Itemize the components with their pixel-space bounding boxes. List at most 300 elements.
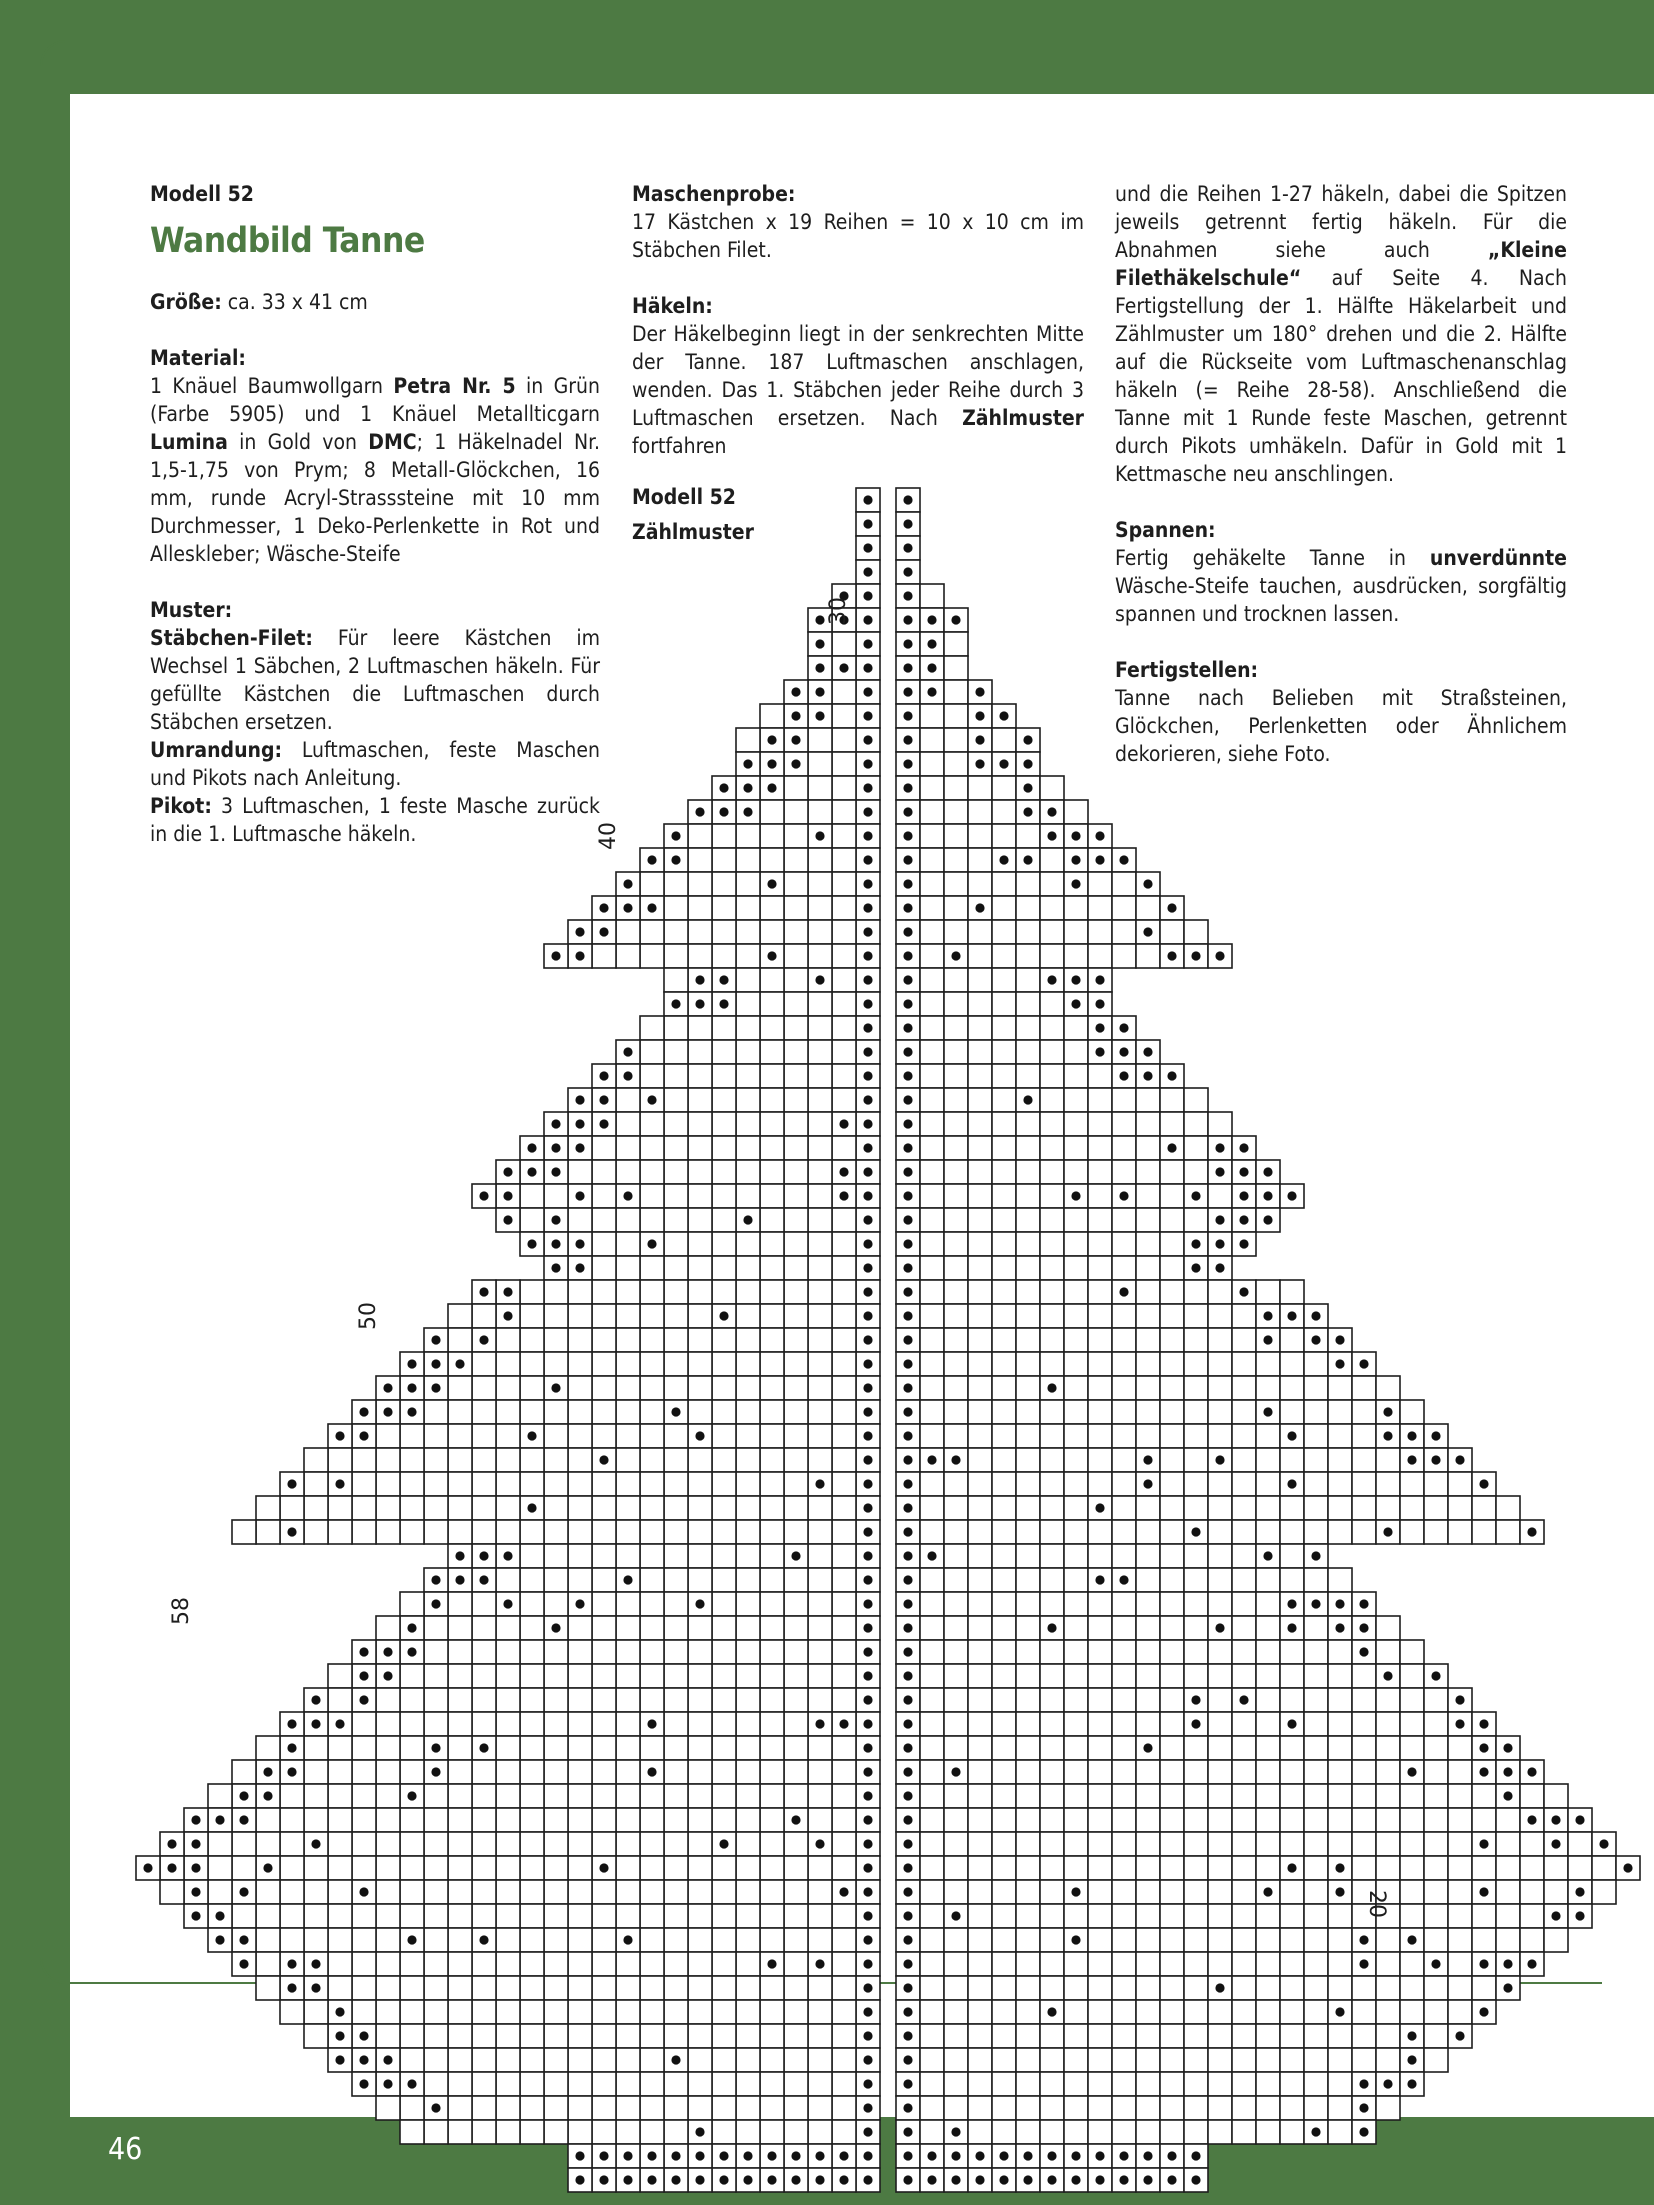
chart-cell (592, 1688, 616, 1712)
filled-mark (647, 1719, 656, 1728)
chart-cell (520, 1856, 544, 1880)
chart-cell (992, 1928, 1016, 1952)
chart-cell (1160, 1352, 1184, 1376)
chart-cell (1136, 1832, 1160, 1856)
chart-cell (1136, 2120, 1160, 2144)
chart-cell (944, 1352, 968, 1376)
filled-mark (407, 1935, 416, 1944)
chart-cell (688, 1856, 712, 1880)
chart-cell (944, 1112, 968, 1136)
filled-mark (167, 1839, 176, 1848)
filled-mark (863, 1623, 872, 1632)
chart-cell (832, 1400, 856, 1424)
filled-mark (1143, 2151, 1152, 2160)
chart-cell (472, 1592, 496, 1616)
filled-mark (1047, 2175, 1056, 2184)
chart-cell (592, 1928, 616, 1952)
chart-cell (992, 728, 1016, 752)
chart-cell (1280, 1664, 1304, 1688)
chart-cell (520, 1736, 544, 1760)
chart-cell (1160, 1112, 1184, 1136)
filled-mark (1455, 2031, 1464, 2040)
chart-cell (968, 1664, 992, 1688)
chart-cell (1184, 1472, 1208, 1496)
chart-cell (712, 896, 736, 920)
chart-cell (544, 1280, 568, 1304)
chart-cell (760, 1640, 784, 1664)
chart-cell (496, 1712, 520, 1736)
chart-cell (944, 1592, 968, 1616)
filled-mark (407, 1359, 416, 1368)
chart-cell (736, 1472, 760, 1496)
chart-cell (1496, 1904, 1520, 1928)
chart-cell (1160, 1232, 1184, 1256)
chart-cell (1112, 1520, 1136, 1544)
chart-cell (1280, 1904, 1304, 1928)
filled-mark (1047, 2151, 1056, 2160)
chart-cell (1280, 1352, 1304, 1376)
spannen-text: Fertig gehäkelte Tanne in unverdünnte Wäsche-Steife tauchen, ausdrücken, sorgfältig spannen und trocknen lassen. (1115, 546, 1567, 626)
chart-cell (448, 1688, 472, 1712)
filled-mark (1167, 951, 1176, 960)
filled-mark (1071, 999, 1080, 1008)
chart-cell (1184, 1376, 1208, 1400)
chart-cell (640, 1520, 664, 1544)
filled-mark (999, 2175, 1008, 2184)
chart-cell (736, 1376, 760, 1400)
chart-cell (1016, 1520, 1040, 1544)
chart-cell (688, 1376, 712, 1400)
chart-cell (712, 1040, 736, 1064)
filled-mark (863, 951, 872, 960)
chart-cell (1352, 1400, 1376, 1424)
filled-mark (599, 1119, 608, 1128)
chart-cell (736, 1256, 760, 1280)
chart-cell (688, 1736, 712, 1760)
filled-mark (575, 2151, 584, 2160)
chart-cell (1112, 2096, 1136, 2120)
chart-cell (1256, 1376, 1280, 1400)
haekeln-text: Der Häkelbeginn liegt in der senkrechten Mitte der Tanne. 187 Luftmaschen anschlagen, wenden. Das 1. Stäbchen jeder Reihe durch 3 Luftmaschen ersetzen. Nach Zählmuster fortfahren (632, 322, 1084, 458)
chart-cell (1208, 1856, 1232, 1880)
filled-mark (1503, 1959, 1512, 1968)
chart-cell (496, 1640, 520, 1664)
chart-cell (1088, 1160, 1112, 1184)
chart-cell (520, 1472, 544, 1496)
filled-mark (503, 1215, 512, 1224)
chart-cell (1040, 1832, 1064, 1856)
chart-cell (808, 800, 832, 824)
chart-cell (736, 1904, 760, 1928)
filled-mark (1383, 1671, 1392, 1680)
chart-cell (1208, 1520, 1232, 1544)
chart-cell (1376, 2024, 1400, 2048)
chart-cell (1352, 1760, 1376, 1784)
chart-cell (1040, 1928, 1064, 1952)
chart-cell (760, 1376, 784, 1400)
filled-mark (863, 1551, 872, 1560)
chart-cell (544, 1448, 568, 1472)
filled-mark (863, 903, 872, 912)
chart-cell (760, 2120, 784, 2144)
chart-cell (1040, 1952, 1064, 1976)
chart-cell (1160, 1784, 1184, 1808)
chart-cell (232, 1760, 256, 1784)
chart-cell (1400, 1856, 1424, 1880)
filled-mark (863, 1311, 872, 1320)
chart-cell (664, 2072, 688, 2096)
chart-cell (992, 1640, 1016, 1664)
chart-cell (664, 2120, 688, 2144)
filled-mark (1263, 1215, 1272, 1224)
filled-mark (191, 1911, 200, 1920)
chart-cell (1328, 1424, 1352, 1448)
chart-cell (1088, 1328, 1112, 1352)
chart-cell (1352, 1664, 1376, 1688)
chart-cell (784, 1208, 808, 1232)
chart-cell (1136, 1304, 1160, 1328)
filled-mark (1311, 1599, 1320, 1608)
chart-cell (1136, 1808, 1160, 1832)
chart-cell (496, 1520, 520, 1544)
chart-cell (968, 1040, 992, 1064)
chart-cell (472, 2024, 496, 2048)
chart-cell (592, 1832, 616, 1856)
chart-cell (712, 1064, 736, 1088)
chart-cell (688, 2096, 712, 2120)
chart-cell (1016, 1880, 1040, 1904)
chart-cell (832, 1832, 856, 1856)
filled-mark (1287, 1191, 1296, 1200)
chart-cell (664, 1544, 688, 1568)
chart-cell (920, 1688, 944, 1712)
chart-cell (640, 1976, 664, 2000)
chart-cell (400, 1592, 424, 1616)
filled-mark (1023, 855, 1032, 864)
filled-mark (575, 2175, 584, 2184)
filled-mark (359, 2079, 368, 2088)
chart-cell (1064, 2120, 1088, 2144)
chart-cell (784, 1136, 808, 1160)
filled-mark (335, 2055, 344, 2064)
chart-cell (472, 1688, 496, 1712)
chart-cell (760, 1136, 784, 1160)
filled-mark (1383, 2079, 1392, 2088)
filled-mark (167, 1863, 176, 1872)
material-heading: Material: (150, 346, 246, 370)
chart-cell (760, 1088, 784, 1112)
chart-cell (640, 1136, 664, 1160)
chart-cell (968, 1976, 992, 2000)
chart-cell (808, 848, 832, 872)
filled-mark (863, 1887, 872, 1896)
chart-cell (760, 1280, 784, 1304)
chart-cell (1280, 1568, 1304, 1592)
filled-mark (1215, 1215, 1224, 1224)
chart-cell (832, 1544, 856, 1568)
chart-cell (520, 1304, 544, 1328)
filled-mark (1503, 1983, 1512, 1992)
chart-cell (784, 1448, 808, 1472)
chart-cell (1016, 1352, 1040, 1376)
chart-cell (544, 2024, 568, 2048)
chart-cell (1136, 2024, 1160, 2048)
chart-cell (760, 1760, 784, 1784)
filled-mark (1095, 2151, 1104, 2160)
chart-cell (760, 1400, 784, 1424)
chart-cell (808, 1424, 832, 1448)
chart-cell (1424, 1928, 1448, 1952)
chart-cell (424, 2072, 448, 2096)
chart-cell (1112, 1208, 1136, 1232)
chart-cell (280, 1856, 304, 1880)
chart-cell (808, 1304, 832, 1328)
chart-cell (280, 1904, 304, 1928)
chart-cell (712, 1616, 736, 1640)
filled-mark (1359, 2103, 1368, 2112)
chart-cell (968, 800, 992, 824)
filled-mark (903, 1143, 912, 1152)
chart-cell (760, 1520, 784, 1544)
chart-cell (472, 1808, 496, 1832)
chart-cell (784, 1472, 808, 1496)
filled-mark (815, 2175, 824, 2184)
filled-mark (1287, 1479, 1296, 1488)
chart-cell (664, 1568, 688, 1592)
chart-cell (1040, 1904, 1064, 1928)
chart-cell (592, 1496, 616, 1520)
chart-cell (992, 1472, 1016, 1496)
chart-cell (784, 1760, 808, 1784)
chart-cell (568, 1424, 592, 1448)
filled-mark (719, 975, 728, 984)
chart-cell (616, 1736, 640, 1760)
chart-cell (808, 1760, 832, 1784)
chart-cell (944, 1832, 968, 1856)
chart-cell (1448, 1904, 1472, 1928)
chart-cell (1016, 1664, 1040, 1688)
chart-cell (968, 1784, 992, 1808)
chart-cell (664, 2024, 688, 2048)
filled-mark (1551, 1911, 1560, 1920)
chart-cell (328, 1784, 352, 1808)
chart-cell (944, 1256, 968, 1280)
chart-cell (944, 1856, 968, 1880)
chart-cell (496, 1664, 520, 1688)
chart-cell (448, 1736, 472, 1760)
filled-mark (671, 831, 680, 840)
filled-mark (791, 2151, 800, 2160)
chart-cell (760, 1472, 784, 1496)
chart-cell (496, 1904, 520, 1928)
filled-mark (383, 1647, 392, 1656)
chart-cell (664, 2000, 688, 2024)
chart-cell (376, 1616, 400, 1640)
chart-cell (832, 1688, 856, 1712)
chart-cell (616, 1328, 640, 1352)
chart-cell (920, 704, 944, 728)
chart-cell (496, 1376, 520, 1400)
chart-cell (520, 1688, 544, 1712)
chart-cell (968, 944, 992, 968)
chart-cell (968, 1376, 992, 1400)
chart-cell (1136, 1352, 1160, 1376)
chart-cell (520, 1328, 544, 1352)
filled-mark (623, 1935, 632, 1944)
filled-mark (503, 1191, 512, 1200)
chart-cell (616, 1856, 640, 1880)
chart-cell (232, 1832, 256, 1856)
chart-cell (1304, 1400, 1328, 1424)
chart-cell (544, 1544, 568, 1568)
chart-cell (1088, 1064, 1112, 1088)
filled-mark (311, 1983, 320, 1992)
filled-mark (1047, 1623, 1056, 1632)
chart-cell (664, 1592, 688, 1616)
chart-cell (1136, 1376, 1160, 1400)
chart-cell (448, 2024, 472, 2048)
chart-cell (1016, 2096, 1040, 2120)
filled-mark (575, 1599, 584, 1608)
filled-mark (1287, 1863, 1296, 1872)
chart-cell (968, 1160, 992, 1184)
chart-cell (592, 1520, 616, 1544)
chart-cell (736, 1952, 760, 1976)
chart-cell (736, 1592, 760, 1616)
chart-cell (784, 920, 808, 944)
filled-mark (1167, 2151, 1176, 2160)
chart-cell (1232, 1616, 1256, 1640)
chart-cell (1232, 1928, 1256, 1952)
chart-cell (1232, 2120, 1256, 2144)
chart-cell (808, 1376, 832, 1400)
filled-mark (575, 927, 584, 936)
chart-cell (496, 1832, 520, 1856)
chart-cell (1304, 2000, 1328, 2024)
chart-cell (1040, 1760, 1064, 1784)
filled-mark (359, 1647, 368, 1656)
chart-cell (304, 2024, 328, 2048)
filled-mark (1095, 1575, 1104, 1584)
chart-cell (968, 920, 992, 944)
chart-cell (784, 896, 808, 920)
chart-cell (1256, 1832, 1280, 1856)
chart-cell (1328, 1832, 1352, 1856)
chart-cell (424, 1472, 448, 1496)
chart-cell (784, 1088, 808, 1112)
chart-cell (1328, 1472, 1352, 1496)
filled-mark (927, 687, 936, 696)
filled-mark (903, 831, 912, 840)
chart-cell (496, 1976, 520, 2000)
chart-cell (544, 1712, 568, 1736)
chart-cell (968, 1088, 992, 1112)
chart-cell (1160, 1592, 1184, 1616)
chart-cell (992, 1496, 1016, 1520)
chart-cell (328, 1520, 352, 1544)
muster-pikot: Pikot: 3 Luftmaschen, 1 feste Masche zurück in die 1. Luftmasche häkeln. (150, 794, 600, 846)
chart-cell (592, 1544, 616, 1568)
filled-mark (863, 1839, 872, 1848)
filled-mark (815, 2151, 824, 2160)
chart-cell (1016, 1952, 1040, 1976)
chart-cell (616, 1256, 640, 1280)
chart-cell (544, 1664, 568, 1688)
chart-cell (712, 1232, 736, 1256)
filled-mark (815, 1959, 824, 1968)
filled-mark (1215, 1455, 1224, 1464)
chart-cell (520, 1184, 544, 1208)
chart-cell (1040, 2048, 1064, 2072)
chart-cell (920, 1352, 944, 1376)
filled-mark (1095, 999, 1104, 1008)
filled-mark (1215, 1239, 1224, 1248)
filled-mark (1191, 1191, 1200, 1200)
filled-mark (1119, 1047, 1128, 1056)
chart-cell (968, 1064, 992, 1088)
filled-mark (1431, 1455, 1440, 1464)
chart-cell (352, 1520, 376, 1544)
chart-cell (1016, 1040, 1040, 1064)
chart-cell (664, 1712, 688, 1736)
chart-cell (1064, 1832, 1088, 1856)
chart-cell (968, 872, 992, 896)
filled-mark (695, 999, 704, 1008)
chart-cell (1352, 2024, 1376, 2048)
filled-mark (839, 663, 848, 672)
chart-cell (920, 944, 944, 968)
chart-cell (968, 1328, 992, 1352)
chart-cell (944, 1520, 968, 1544)
chart-cell (424, 1424, 448, 1448)
chart-cell (400, 1976, 424, 2000)
filled-mark (1071, 975, 1080, 984)
chart-cell (664, 1304, 688, 1328)
filled-mark (1311, 1311, 1320, 1320)
chart-cell (640, 1064, 664, 1088)
chart-cell (712, 1112, 736, 1136)
chart-cell (920, 1736, 944, 1760)
filled-mark (839, 1167, 848, 1176)
chart-cell (1424, 1976, 1448, 2000)
chart-cell (568, 1640, 592, 1664)
filled-mark (1431, 1959, 1440, 1968)
chart-cell (1424, 1736, 1448, 1760)
chart-cell (1064, 1328, 1088, 1352)
filled-mark (903, 1743, 912, 1752)
filled-mark (647, 2175, 656, 2184)
chart-cell (448, 1880, 472, 1904)
chart-cell (1088, 1832, 1112, 1856)
filled-mark (623, 1071, 632, 1080)
chart-cell (1088, 2120, 1112, 2144)
chart-cell (1520, 1856, 1544, 1880)
chart-cell (328, 1832, 352, 1856)
chart-cell (920, 968, 944, 992)
chart-cell (832, 1256, 856, 1280)
chart-cell (664, 1664, 688, 1688)
chart-cell (784, 1496, 808, 1520)
spannen-heading: Spannen: (1115, 518, 1216, 542)
chart-cell (352, 1856, 376, 1880)
chart-cell (944, 1136, 968, 1160)
filled-mark (951, 2175, 960, 2184)
filled-mark (863, 2031, 872, 2040)
filled-mark (1287, 1623, 1296, 1632)
filled-mark (903, 1383, 912, 1392)
chart-cell (784, 2024, 808, 2048)
chart-cell (448, 1664, 472, 1688)
